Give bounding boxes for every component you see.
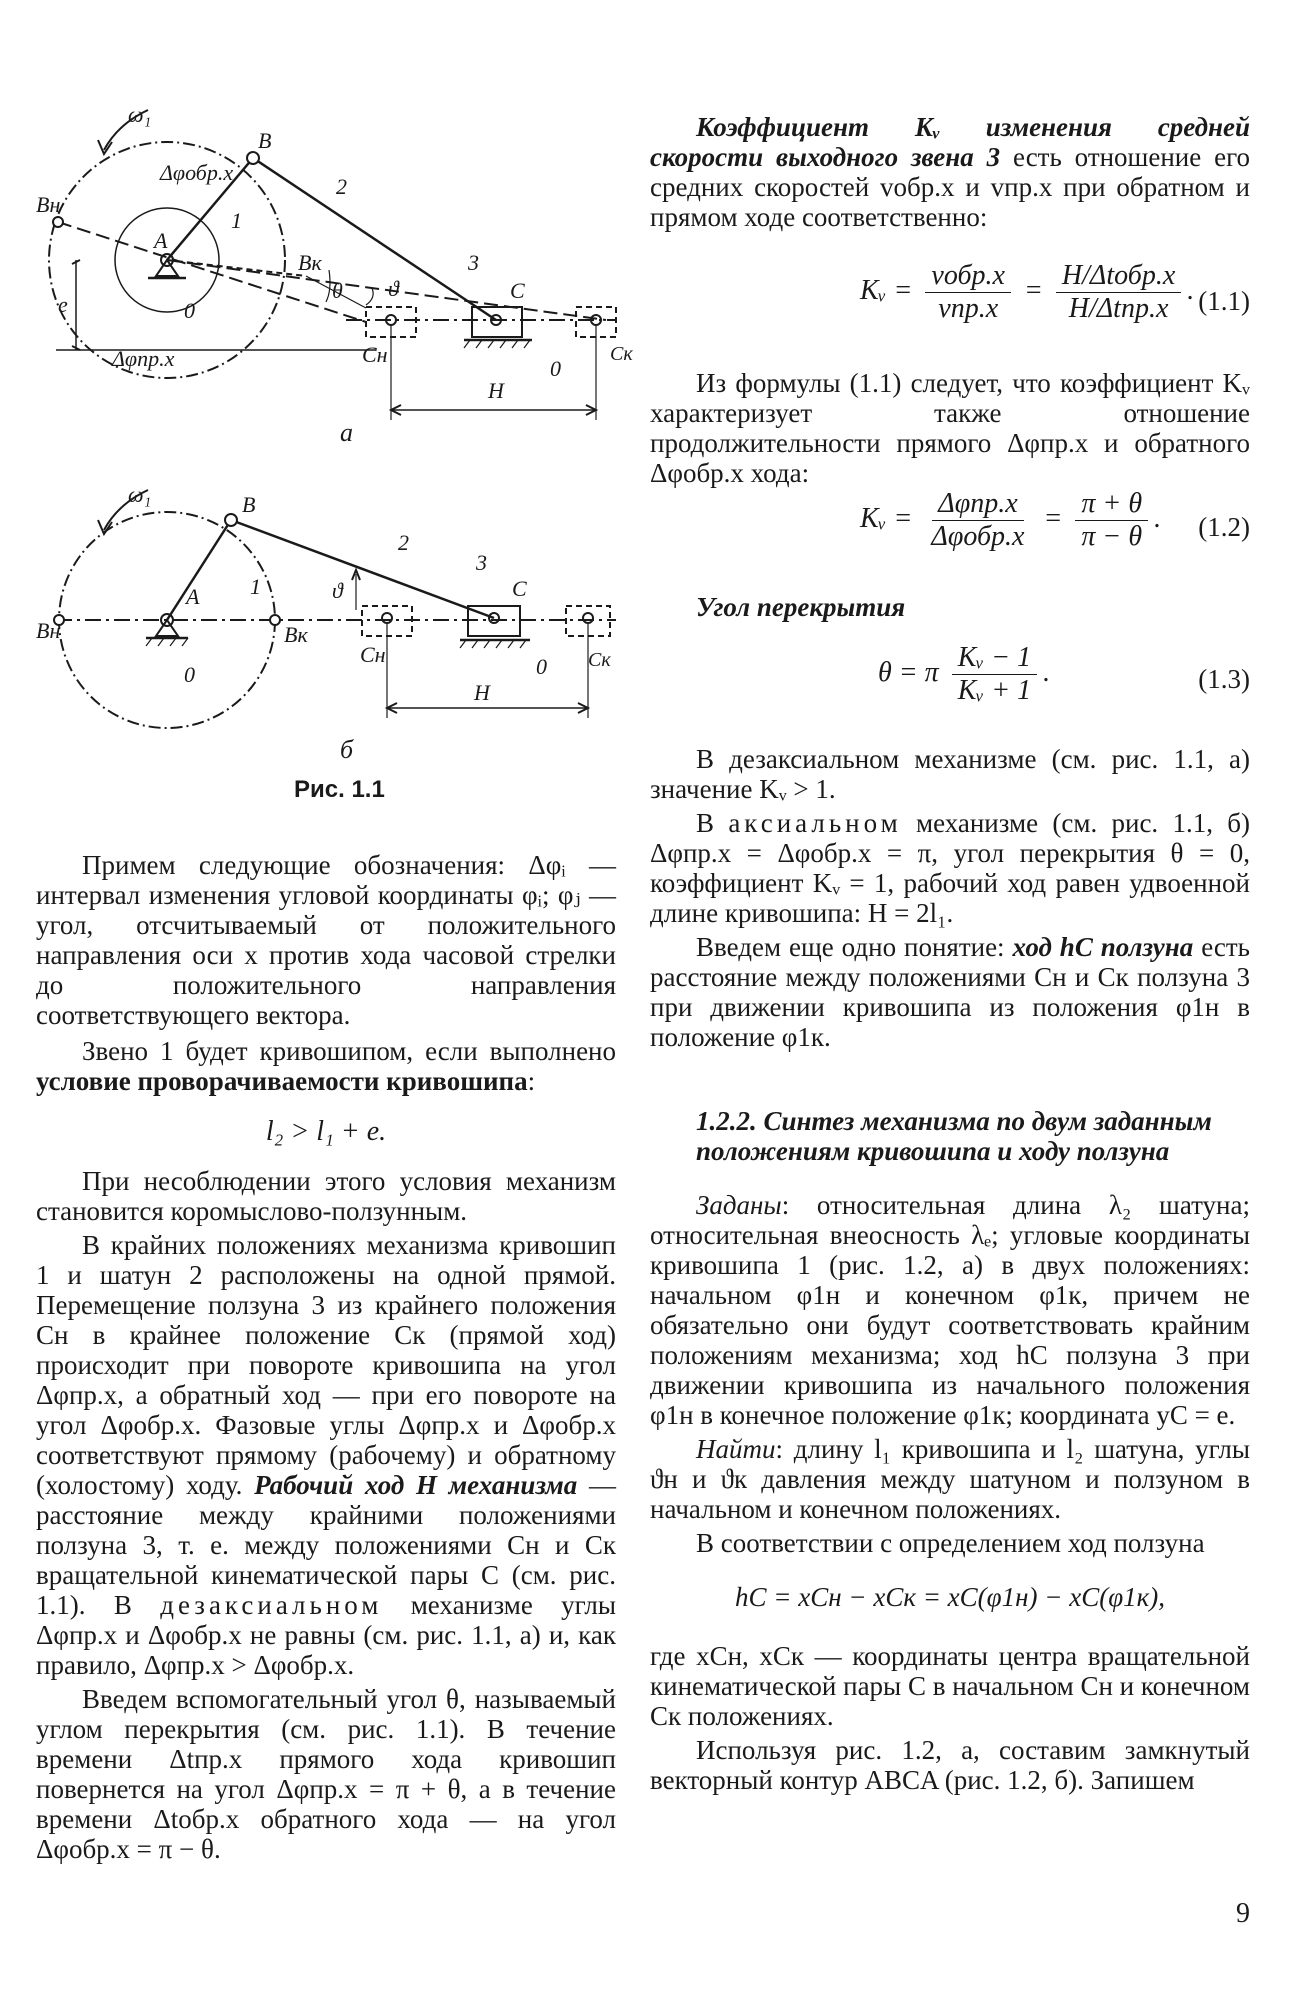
label-theta-a: θ bbox=[332, 278, 343, 303]
paragraph-overlap-angle: Введем вспомогательный угол θ, называемый углом перекрытия (см. рис. 1.1). В течение времени Δtпр.х прямого хода кривошип повернется на угол Δφпр.х = π + θ, а в течение времени Δtобр.х обратного хода — на угол Δφобр.х = π − θ. bbox=[36, 1684, 616, 1864]
paragraph-coordinates: где xCн, xCк — координаты центра вращательной кинематической пары C в начальном Cн и конечном Cк положениях. bbox=[650, 1641, 1250, 1731]
paragraph-kv-definition: Коэффициент Kᵥ изменения средней скорости выходного звена 3 есть отношение его средних скоростей vобр.х и vпр.х при обратном и прямом ходе соответственно: bbox=[650, 112, 1250, 232]
formula-1-1: Kᵥ = $\frac{\text{vобр.х}}{\text{vпр.х}}$ = $\frac{\text{H/Δtобр.х}}{\text{H/Δtпр.х}}$ . bbox=[860, 260, 1195, 324]
label-ck-a: Cк bbox=[610, 343, 633, 365]
label-omega-a: ω₁ bbox=[128, 102, 152, 127]
figure-a-diagram bbox=[36, 100, 633, 460]
label-bn-b: Bн bbox=[36, 618, 61, 643]
paragraph-slider-stroke: Введем еще одно понятие: ход hC ползуна есть расстояние между положениями Cн и Cк ползуна 3 при движении кривошипа из положения φ1н в положение φ1к. bbox=[650, 932, 1250, 1052]
figure-b-letter: б bbox=[340, 735, 354, 764]
rod-a bbox=[253, 158, 496, 320]
figure-a-letter: а bbox=[340, 418, 353, 447]
slider-a bbox=[472, 307, 522, 337]
paragraph-disaxial: В дезаксиальном механизме (см. рис. 1.1, а) значение Kᵥ > 1. bbox=[650, 744, 1250, 804]
label-vartheta-a: ϑ bbox=[388, 276, 399, 301]
label-bk-b: Bк bbox=[284, 622, 308, 647]
label-link2-a: 2 bbox=[336, 174, 347, 199]
label-zero2-a: 0 bbox=[550, 356, 561, 381]
formula-1-3: θ = π $\frac{\text{Kᵥ − 1}}{\text{Kᵥ + 1}}$ . bbox=[878, 642, 1051, 706]
paragraph-axial: В аксиальном механизме (см. рис. 1.1, б) Δφпр.х = Δφобр.х = π, угол перекрытия θ = 0, коэффициент Kᵥ = 1, рабочий ход равен удвоенной длине кривошипа: H = 2l₁. bbox=[650, 808, 1250, 928]
paragraph-find: Найти: длину l₁ кривошипа и l₂ шатуна, углы ϑн и ϑк давления между шатуном и ползуном в начальном и конечном положениях. bbox=[650, 1434, 1250, 1524]
label-link2-b: 2 bbox=[398, 530, 409, 555]
label-e-a: e bbox=[58, 292, 68, 317]
paragraph-kv-duration: Из формулы (1.1) следует, что коэффициент Kᵥ характеризует также отношение продолжительности прямого Δφпр.х и обратного Δφобр.х хода: bbox=[650, 368, 1250, 488]
paragraph-given: Заданы: относительная длина λ₂ шатуна; относительная внеосность λₑ; угловые координаты кривошипа 1 (рис. 1.2, а) в двух положениях: начальном φ1н и конечном φ1к, причем не обязательно они будут соответствовать крайним положениям механизма; ход hC ползуна 3 при движении кривошипа из начального положения φ1н в конечное положение φ1к; координата yC = e. bbox=[650, 1190, 1250, 1430]
label-link1-b: 1 bbox=[250, 574, 261, 599]
label-link1-a: 1 bbox=[231, 208, 242, 233]
label-zero2-b: 0 bbox=[536, 654, 547, 679]
page-number: 9 bbox=[1236, 1898, 1250, 1929]
formula-1-2: Kᵥ = $\frac{\text{Δφпр.х}}{\text{Δφобр.х}}$ = $\frac{\pi + \theta}{\pi - \theta}$ . bbox=[860, 488, 1162, 552]
label-b-b: B bbox=[242, 492, 256, 517]
equation-number-1-3: (1.3) bbox=[1198, 664, 1250, 694]
label-vartheta-b: ϑ bbox=[332, 578, 343, 603]
label-cn-b: Cн bbox=[360, 642, 386, 667]
formula-condition: l₂ > l₁ + e. bbox=[265, 1116, 387, 1147]
heading-overlap-angle: Угол перекрытия bbox=[696, 592, 906, 622]
rod-b bbox=[231, 520, 494, 618]
label-dphi-obr-a: Δφобр.х bbox=[160, 160, 234, 185]
label-bk-a: Bк bbox=[298, 250, 322, 275]
label-a-a: A bbox=[154, 228, 168, 253]
label-bn-a: Bн bbox=[36, 192, 61, 217]
label-zero-b: 0 bbox=[184, 662, 195, 687]
label-c-a: C bbox=[510, 278, 525, 303]
label-link3-a: 3 bbox=[468, 250, 479, 275]
paragraph-vector-contour: Используя рис. 1.2, а, составим замкнутый векторный контур ABCA (рис. 1.2, б). Запишем bbox=[650, 1735, 1250, 1795]
formula-hc: hC = xCн − xCк = xC(φ1н) − xC(φ1к), bbox=[735, 1582, 1165, 1612]
paragraph-extreme-positions: В крайних положениях механизма кривошип 1 и шатун 2 расположены на одной прямой. Перемещение ползуна 3 из крайнего положения Cн в крайнее положение Cк (прямой ход) происходит при повороте кривошипа на угол Δφпр.х, а обратный ход — при его повороте на угол Δφобр.х. Фазовые углы Δφпр.х и Δφобр.х соответствуют прямому (рабочему) и обратному (холостому) ходу. Рабочий ход H механизма — расстояние между крайними положениями ползуна 3, т. е. между положениями Cн и Cк вращательной кинематической пары C (см. рис. 1.1). В дезаксиальном механизме углы Δφпр.х и Δφобр.х не равны (см. рис. 1.1, а) и, как правило, Δφпр.х > Δφобр.х. bbox=[36, 1230, 617, 1680]
figure-b-diagram bbox=[36, 478, 616, 768]
section-heading-1-2-2: 1.2.2. Синтез механизма по двум заданным положениям кривошипа и ходу ползуна bbox=[696, 1106, 1212, 1166]
label-ck-b: Cк bbox=[588, 649, 611, 671]
paragraph-notation: Примем следующие обозначения: Δφᵢ — интервал изменения угловой координаты φᵢ; φⱼ — угол, отсчитываемый от положительного направления оси x против хода часовой стрелки до положительного направления соответствующего вектора. bbox=[36, 850, 616, 1030]
label-h-b: H bbox=[474, 680, 490, 705]
paragraph-crank-condition: Звено 1 будет кривошипом, если выполнено условие проворачиваемости кривошипа: bbox=[36, 1036, 616, 1096]
paragraph-stroke-definition: В соответствии с определением ход ползуна bbox=[696, 1528, 1205, 1558]
label-link3-b: 3 bbox=[476, 550, 487, 575]
label-a-b: A bbox=[186, 584, 200, 609]
equation-number-1-1: (1.1) bbox=[1198, 286, 1250, 316]
label-c-b: C bbox=[512, 576, 527, 601]
label-cn-a: Cн bbox=[362, 342, 388, 367]
label-h-a: H bbox=[488, 378, 504, 403]
label-zero-a: 0 bbox=[184, 298, 195, 323]
label-omega-b: ω₁ bbox=[128, 482, 152, 507]
left-text bbox=[36, 850, 616, 1864]
paragraph-rocker: При несоблюдении этого условия механизм становится коромыслово-ползунным. bbox=[36, 1166, 616, 1226]
equation-number-1-2: (1.2) bbox=[1198, 512, 1250, 542]
figure-caption: Рис. 1.1 bbox=[294, 776, 385, 803]
label-b-a: B bbox=[258, 128, 272, 153]
label-dphi-pr-a: Δφпр.х bbox=[112, 346, 175, 371]
